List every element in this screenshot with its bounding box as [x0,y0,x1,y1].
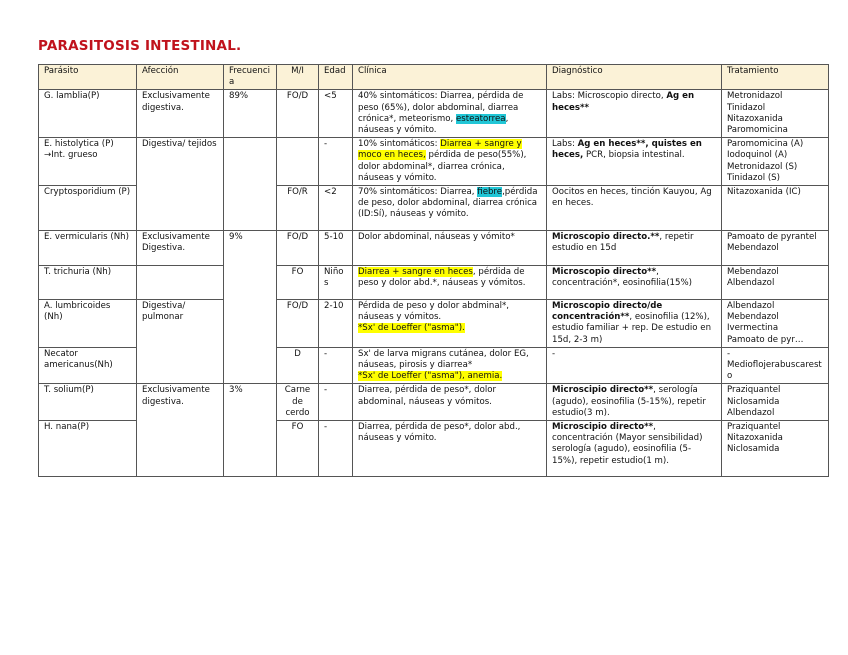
diagnosis-cell [547,90,722,138]
clinic-cell: Dolor abdominal, náuseas y vómito* [353,231,547,266]
diagnosis-cell [547,384,722,421]
treatment-item: Metronidazol [727,91,783,102]
treatment-item: Pamoato de pyr… [727,334,804,345]
treatment-cell [722,186,829,231]
mi-cell: FO [277,266,319,300]
diag-bold: Microscipio directo** [552,422,654,433]
mi-cell: Carne de cerdo [277,384,319,421]
header-tratamiento: Tratamiento [722,65,829,90]
diag-bold: Ag en heces** [552,91,695,113]
affection-cell: Digestiva/ pulmonar [137,300,224,384]
treatment-item: Albendazol [727,407,775,418]
affection-cell: Digestiva/ tejidos [137,138,224,231]
treatment-item: Ivermectina [727,323,779,334]
diag-bold: Microscopio directo/de concentración** [552,301,663,323]
treatment-cell [722,231,829,266]
diag-bold: Ag en heces**, quistes en heces, [552,139,702,161]
clinic-cell [353,347,547,384]
frequency-cell [224,138,277,231]
clinic-text: Sx' de larva migrans cutánea, dolor EG, náuseas, pirosis y diarrea* [358,348,529,371]
clinic-cell [353,138,547,186]
treatment-item: Medioflojerabuscaresto [727,360,822,382]
age-cell: Niños [319,266,353,300]
parasite-name: T. solium(P) [39,384,137,421]
parasitosis-table [38,64,829,477]
diag-bold: Microscopio directo** [552,267,657,278]
table-row [39,266,829,300]
diagnosis-cell [547,421,722,477]
mi-cell [277,138,319,186]
affection-cell: Exclusivamente digestiva. [137,384,224,477]
diagnosis-cell [547,138,722,186]
treatment-cell [722,90,829,138]
mi-cell: FO/D [277,300,319,348]
table-row [39,384,829,421]
clinic-cell [353,300,547,348]
parasite-name: E. vermicularis (Nh) [39,231,137,266]
diag-text: Labs: [552,139,578,150]
parasite-name: A. lumbricoides (Nh) [39,300,137,348]
mi-cell: FO/D [277,231,319,266]
table-row [39,231,829,266]
table-row [39,90,829,138]
clinic-text: 70% sintomáticos: Diarrea, [358,187,478,198]
diagnosis-cell [547,231,722,266]
treatment-item: Niclosamida [727,396,780,407]
mi-cell: D [277,347,319,384]
diag-text: , repetir estudio en 15d [552,232,694,254]
header-parasito: Parásito [39,65,137,90]
age-cell: 5-10 [319,231,353,266]
header-afeccion: Afección [137,65,224,90]
age-cell: - [319,421,353,477]
diag-text: , eosinofilia (12%), estudio familiar + rep. De estudio en 15d, 2-3 m) [552,312,712,345]
table-header-row [39,65,829,90]
treatment-cell [722,138,829,186]
page-title: PARASITOSIS INTESTINAL. [38,38,242,54]
treatment-cell [722,384,829,421]
treatment-item: Tinidazol (S) [727,172,780,183]
parasite-name-line: →Int. grueso [44,150,98,161]
age-cell: <2 [319,186,353,231]
treatment-item: Mebendazol [727,243,779,254]
frequency-cell: 3% [224,384,277,477]
frequency-cell: 9% [224,231,277,384]
age-cell: <5 [319,90,353,138]
clinic-highlight: esteatorrea [455,113,506,124]
treatment-item: Praziquantel [727,422,781,433]
clinic-highlight: Diarrea + sangre en heces [358,267,473,278]
diag-text: , serología (agudo), eosinofilia (5-15%), repetir estudio(3 m). [552,385,706,418]
treatment-cell [722,300,829,348]
diagnosis-cell: - [547,347,722,384]
clinic-highlight: fiebre [477,187,503,198]
parasite-name: G. lamblia(P) [39,90,137,138]
treatment-item: Albendazol [727,278,775,289]
treatment-item: Metronidazol (S) [727,161,798,172]
clinic-text: Pérdida de peso y dolor abdminal*, náuseas y vómitos. [358,301,510,323]
parasite-name-line: E. histolytica (P) [44,139,114,150]
parasite-name: Cryptosporidium (P) [39,186,137,231]
treatment-item: Paromomicina (A) [727,139,804,150]
diag-text: , concentración (Mayor sensibilidad) serología (agudo), eosinofilia (5-15%), repetir estudio(1 m). [552,422,703,466]
diagnosis-cell: Oocitos en heces, tinción Kauyou, Ag en heces. [547,186,722,231]
diag-text: Labs: Microscopio directo, [552,91,667,102]
affection-cell [137,266,224,300]
table-row [39,138,829,186]
treatment-item: Mebendazol [727,267,779,278]
clinic-cell: Diarrea, pérdida de peso*, dolor abd., náuseas y vómito. [353,421,547,477]
header-edad: Edad [319,65,353,90]
parasite-name: Necator americanus(Nh) [39,347,137,384]
mi-cell: FO/R [277,186,319,231]
clinic-text: , náuseas y vómito. [358,113,509,136]
parasite-name: T. trichuria (Nh) [39,266,137,300]
header-clinica: Clínica [353,65,547,90]
treatment-item: Praziquantel [727,385,781,396]
header-frecuencia: Frecuencia [224,65,277,90]
treatment-item: Niclosamida [727,444,780,455]
mi-cell: FO [277,421,319,477]
treatment-cell [722,421,829,477]
diag-text: PCR, biopsia intestinal. [583,150,685,161]
clinic-text: 10% sintomáticos: [358,139,441,150]
treatment-item: - [727,348,731,359]
table-row [39,300,829,348]
diagnosis-cell [547,266,722,300]
age-cell: 2-10 [319,300,353,348]
treatment-item: Pamoato de pyrantel [727,232,817,243]
age-cell: - [319,347,353,384]
clinic-cell [353,90,547,138]
clinic-highlight: Diarrea + sangre y moco en heces, [358,139,522,161]
diag-bold: Microscopio directo.** [552,232,660,243]
diag-text: , concentración*, eosinofilia(15%) [552,267,693,289]
age-cell: - [319,384,353,421]
parasite-name: H. nana(P) [39,421,137,477]
clinic-text: , pérdida de peso y dolor abd.*, náuseas y vómitos. [358,267,526,289]
clinic-text: 40% sintomáticos: Diarrea, pérdida de peso (65%), dolor abdominal, diarrea crónica*, meteorismo, [358,91,524,124]
parasite-name [39,138,137,186]
clinic-cell [353,266,547,300]
treatment-item: Iodoquinol (A) [727,150,788,161]
header-mi: M/I [277,65,319,90]
treatment-item: Albendazol [727,301,775,312]
clinic-text: ,pérdida de peso, dolor abdominal, diarrea crónica (ID:Sí), náuseas y vómito. [358,187,538,220]
affection-cell: Exclusivamente digestiva. [137,90,224,138]
clinic-cell: Diarrea, pérdida de peso*, dolor abdominal, náuseas y vómitos. [353,384,547,421]
clinic-text: pérdida de peso(55%), dolor abdominal*, diarrea crónica, náuseas y vómito. [358,150,527,183]
treatment-cell [722,266,829,300]
age-cell: - [319,138,353,186]
treatment-cell [722,347,829,384]
treatment-item: Paromomicina [727,125,788,136]
clinic-highlight: *Sx' de Loeffer ("asma"). [358,323,465,334]
diagnosis-cell [547,300,722,348]
affection-cell: Exclusivamente Digestiva. [137,231,224,266]
diag-bold: Microscipio directo** [552,385,654,396]
treatment-item: Nitazoxanida [727,433,783,444]
clinic-highlight: *Sx' de Loeffer ("asma"), anemia. [358,371,503,382]
clinic-cell [353,186,547,231]
treatment-item: Nitazoxanida [727,113,783,124]
treatment-item: Nitazoxanida (IC) [727,187,801,198]
treatment-item: Tinidazol [727,102,766,113]
header-diagnostico: Diagnóstico [547,65,722,90]
treatment-item: Mebendazol [727,312,779,323]
mi-cell: FO/D [277,90,319,138]
frequency-cell: 89% [224,90,277,138]
